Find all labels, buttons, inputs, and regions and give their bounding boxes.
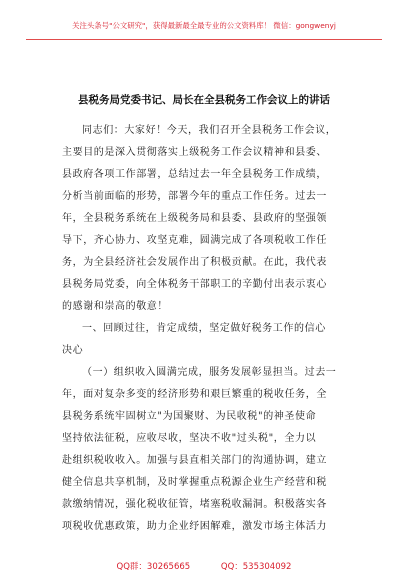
contact-footer	[20, 560, 388, 572]
document-body	[62, 120, 358, 538]
body-line: 分析当前面临的形势，部署今年的重点工作任务。过去一	[62, 191, 327, 202]
section-heading-continued: 决心	[62, 345, 84, 356]
body-line: 导下，齐心协力、攻坚克难，圆满完成了各项税收工作任	[62, 235, 327, 246]
document-title: 县税务局党委书记、局长在全县税务工作会议上的讲话	[78, 94, 330, 106]
body-line: 项税收优惠政策，助力企业纾困解难，激发市场主体活力	[62, 521, 327, 532]
body-line: 年，全县税务系统在上级税务局和县委、县政府的坚强领	[62, 213, 327, 224]
body-line: （一）组织收入圆满完成，服务发展彰显担当。过去一	[82, 367, 337, 378]
qq-contact-label: QQ：535304092	[220, 562, 292, 572]
body-line: 年，面对复杂多变的经济形势和艰巨繁重的税收任务，全	[62, 389, 327, 400]
body-line: 县政府各项工作部署，总结过去一年全县税务工作成绩，	[62, 169, 327, 180]
qq-group-label: QQ群：30265665	[116, 562, 191, 572]
body-line: 的感谢和崇高的敬意！	[62, 301, 168, 312]
body-line: 务，为全县经济社会发展作出了积极贡献。在此，我代表	[62, 257, 327, 268]
body-line: 县税务局党委，向全体税务干部职工的辛勤付出表示衷心	[62, 279, 327, 290]
section-heading: 一、回顾过往，肯定成绩，坚定做好税务工作的信心	[82, 323, 326, 334]
body-line: 赴组织税收收入。加强与县直相关部门的沟通协调，建立	[62, 455, 327, 466]
body-line: 县税务系统牢固树立"为国聚财、为民收税"的神圣使命	[62, 411, 317, 422]
body-line: 同志们：大家好！今天，我们召开全县税务工作会议，	[82, 125, 337, 136]
body-line: 款缴纳情况，强化税收征管，堵塞税收漏洞。积极落实各	[62, 499, 327, 510]
body-line: 健全信息共享机制，及时掌握重点税源企业生产经营和税	[62, 477, 327, 488]
body-line: 坚持依法征税，应收尽收，坚决不收"过头税"，全力以	[62, 433, 317, 444]
promo-header: 关注头条号"公文研究"，获得最新最全最专业的公文资料库！ 微信：gongwenyj	[26, 13, 382, 40]
body-line: 主要目的是深入贯彻落实上级税务工作会议精神和县委、	[62, 147, 327, 158]
